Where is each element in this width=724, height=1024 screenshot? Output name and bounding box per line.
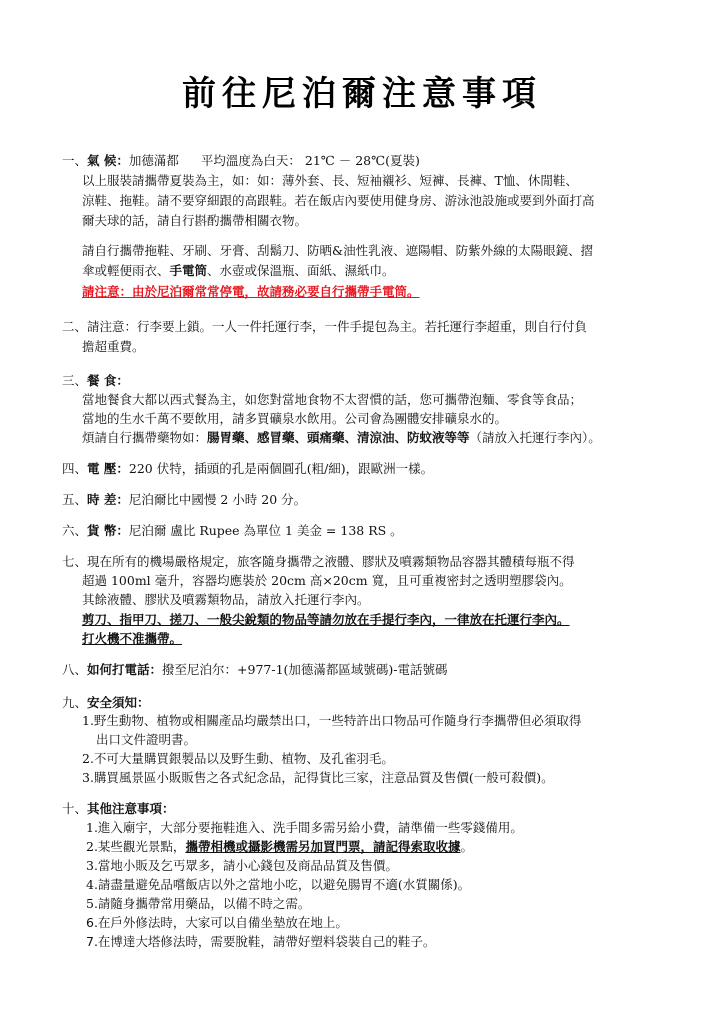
section-number: 三、 [62,373,88,388]
section-currency [62,522,403,540]
medicine-note: （請放入托運行李內）。 [469,430,601,445]
flashlight-emphasis: 手電筒 [169,263,208,278]
airport-rules-line: 超過 100ml 毫升，容器均應裝於 20cm 高×20cm 寬，且可重複密封之透明塑膠袋內。 [82,573,572,588]
section-label: 如何打電話： [87,662,163,677]
other-note-item: 1.進入廟宇，大部分要拖鞋進入、洗手間多需另給小費，請準備一些零錢備用。 [86,820,523,835]
section-phone [62,661,448,679]
section-label: 氣 候： [87,153,129,168]
page-title: 前往尼泊爾注意事項 [182,74,542,114]
section-time-difference [62,491,306,509]
section-number: 七、 [62,554,88,569]
airport-rules-text: 現在所有的機場嚴格規定，旅客隨身攜帶之液體、膠狀及噴霧類物品容器其體積每瓶不得 [87,554,575,569]
section-meals-header [62,372,129,390]
section-safety-header [62,694,150,712]
currency-text: 尼泊爾 盧比 Rupee 為單位 1 美金 = 138 RS 。 [128,523,403,538]
other-note-item: 4.請盡量避免品嚐飯店以外之當地小吃，以避免腸胃不適(水質關係)。 [86,877,471,892]
section-luggage [62,318,587,336]
phone-text: 撥至尼泊尔：+977-1(加德滿都區域號碼)-電話號碼 [162,662,448,677]
luggage-text: 請注意：行李要上鎖。一人一件托運行李，一件手提包為主。若托運行李超重，則自行付負 [87,319,588,334]
safety-item: 2.不可大量購買銀製品以及野生動、植物、及孔雀羽毛。 [82,751,394,766]
packing-text: 傘或輕便雨衣、 [82,263,170,278]
section-number: 八、 [62,662,88,677]
medicine-text: 煩請自行攜帶藥物如： [82,430,208,445]
other-note-item [86,838,473,856]
other-note-text: 。 [460,839,473,854]
climate-text-line: 爾夫球的話，請自行斟酌攜帶相關衣物。 [82,213,308,228]
section-climate-header [62,152,420,170]
section-number: 四、 [62,461,88,476]
packing-text: 、水壺或保溫瓶、面紙、濕紙巾。 [207,263,395,278]
ticket-receipt-emphasis: 攜帶相機或攝影機需另加買門票，請記得索取收據 [185,839,461,854]
other-note-item: 6.在戶外修法時，大家可以自備坐墊放在地上。 [86,915,348,930]
section-voltage [62,460,433,478]
meals-text-line: 當地餐食大都以西式餐為主，如您對當地食物不太習慣的話，您可攜帶泡麵、零食等食品； [82,392,583,407]
other-note-item: 7.在博達大塔修法時，需要脫鞋，請帶好塑料袋裝自己的鞋子。 [86,934,436,949]
other-note-text: 2.某些觀光景點， [86,839,186,854]
meals-text-line: 當地的生水千萬不要飲用，請多買礦泉水飲用。公司會為團體安排礦泉水的。 [82,411,508,426]
time-difference-text: 尼泊爾比中國慢 2 小時 20 分。 [128,492,307,507]
climate-text-line: 涼鞋、拖鞋。請不要穿細跟的高跟鞋。若在飯店內要使用健身房、游泳池設施或要到外面打高 [82,193,595,208]
other-note-item: 5.請隨身攜帶常用藥品，以備不時之需。 [86,896,311,911]
section-number: 六、 [62,523,88,538]
climate-text-line: 以上服裝請攜帶夏裝為主，如：如：薄外套、長、短袖襯衫、短褲、長褲、T恤、休閒鞋、 [82,173,578,188]
medicine-line [82,429,601,447]
power-outage-warning: 請注意：由於尼泊爾常常停電，故請務必要自行攜帶手電筒。 [82,284,420,299]
climate-temperature: 平均溫度為白天： 21℃ － 28℃(夏裝) [200,153,420,168]
safety-item: 1.野生動物、植物或相關產品均嚴禁出口，一些特許出口物品可作隨身行李攜帶但必須取得 [82,713,582,728]
sharp-items-warning: 剪刀、指甲刀、搓刀、一般尖銳類的物品等請勿放在手提行李內，一律放在托運行李內。 [82,612,570,627]
section-number: 一、 [62,153,88,168]
luggage-text-line: 擔超重費。 [82,339,145,354]
section-number: 十、 [62,801,88,816]
airport-rules-line: 其餘液體、膠狀及噴霧類物品，請放入托運行李內。 [82,592,370,607]
packing-list-line [82,262,395,280]
climate-city: 加德滿都 [128,153,179,168]
section-label: 安全須知： [87,695,150,710]
section-other-header [62,800,175,818]
medicine-list: 腸胃藥、感冒藥、頭痛藥、清涼油、防蚊液等等 [207,430,470,445]
section-label: 貨 幣： [87,523,129,538]
section-airport-rules [62,553,575,571]
section-number: 九、 [62,695,88,710]
section-label: 餐 食： [87,373,129,388]
lighter-warning: 打火機不准攜帶。 [82,631,183,646]
section-number: 五、 [62,492,88,507]
safety-item-continuation: 出口文件證明書。 [96,732,197,747]
section-label: 電 壓： [87,461,129,476]
safety-item: 3.購買風景區小販販售之各式紀念品，記得貨比三家，注意品質及售價(一般可殺價)。 [82,770,554,785]
packing-list-line: 請自行攜帶拖鞋、牙刷、牙膏、刮鬍刀、防晒&油性乳液、遮陽帽、防紫外線的太陽眼鏡、摺 [82,243,594,258]
other-note-item: 3.當地小販及乞丐眾多，請小心錢包及商品品質及售價。 [86,858,398,873]
section-label: 時 差： [87,492,129,507]
section-label: 其他注意事項： [87,801,175,816]
voltage-text: 220 伏特，插頭的孔是兩個圓孔(粗/細)，跟歐洲一樣。 [128,461,434,476]
section-number: 二、 [62,319,88,334]
